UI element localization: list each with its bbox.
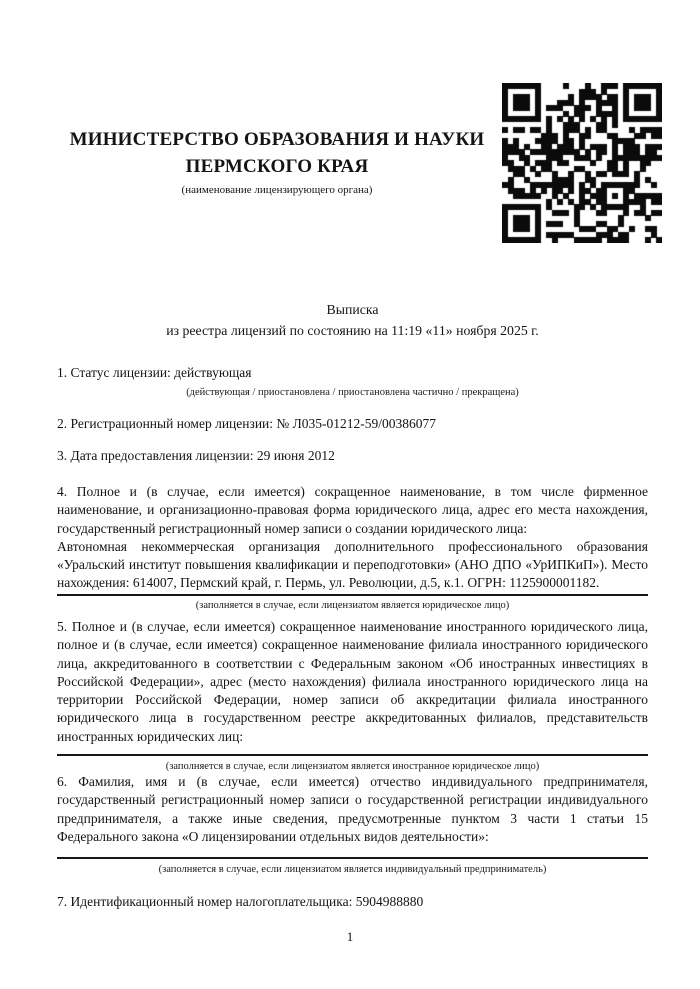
page-number: 1	[346, 929, 354, 944]
foreign-entity-label: 5. Полное и (в случае, если имеется) сокращенное наименование иностранного юридического лица, полное и (в случае, если имеется) сокращенное наименование филиала иностранного юридического лица, аккредитованного в соответствии с Федеральным законом «Об иностранных инвестициях в Российской Федерации», адрес (место нахождения) филиала иностранного юридического лица на территории Российской Федерации, номер записи об аккредитации филиала иностранного юридического лица в государственном реестре аккредитованных филиалов, представительств иностранных юридических лиц:	[57, 619, 648, 744]
ministry-name-line1: МИНИСТЕРСТВО ОБРАЗОВАНИЯ И НАУКИ	[69, 129, 485, 150]
section-legal-entity	[57, 483, 648, 612]
entrepreneur-fill-line	[57, 857, 648, 859]
entrepreneur-label: 6. Фамилия, имя и (в случае, если имеется) отчество индивидуального предпринимателя, государственный регистрационный номер записи о государственной регистрации индивидуального предпринимателя, а также иные сведения, предусмотренные пунктом 3 части 1 статьи 15 Федерального закона «О лицензировании отдельных видов деятельности»:	[57, 774, 648, 844]
entrepreneur-caption: (заполняется в случае, если лицензиатом является индивидуальный предприниматель)	[158, 864, 547, 876]
ministry-name-line2: ПЕРМСКОГО КРАЯ	[185, 156, 369, 177]
legal-entity-value: Автономная некоммерческая организация дополнительного профессионального образования «Уральский институт повышения квалификации и переподготовки» (АНО ДПО «УрИПКиП»). Место нахождения: 614007, Пермский край, г. Пермь, ул. Революции, д.5, к.1. ОГРН: 1125900001182.	[57, 538, 648, 591]
document-title-line1: Выписка	[326, 302, 379, 317]
ministry-caption: (наименование лицензирующего органа)	[181, 184, 373, 196]
qr-code-icon	[502, 83, 662, 243]
section-entrepreneur	[57, 773, 648, 876]
issuing-authority-header	[58, 126, 496, 197]
foreign-entity-fill-line	[57, 754, 648, 756]
legal-entity-fill-line	[57, 594, 648, 596]
item-grant-date: 3. Дата предоставления лицензии: 29 июня 2012	[57, 448, 335, 463]
item-registration-number: 2. Регистрационный номер лицензии: № Л035-01212-59/00386077	[57, 416, 437, 431]
foreign-entity-caption: (заполняется в случае, если лицензиатом является иностранное юридическое лицо)	[165, 761, 540, 773]
item-license-status: 1. Статус лицензии: действующая	[57, 365, 252, 380]
section-foreign-entity	[57, 618, 648, 773]
legal-entity-caption: (заполняется в случае, если лицензиатом является юридическое лицо)	[195, 599, 510, 611]
document-title-line2: из реестра лицензий по состоянию на 11:19 «11» ноября 2025 г.	[166, 322, 539, 338]
legal-entity-label: 4. Полное и (в случае, если имеется) сокращенное наименование, в том числе фирменное наименование, и организационно-правовая форма юридического лица, адрес его места нахождения, государственный регистрационный номер записи о создании юридического лица:	[57, 484, 648, 536]
item-taxpayer-inn: 7. Идентификационный номер налогоплательщика: 5904988880	[57, 894, 424, 909]
item-license-status-caption: (действующая / приостановлена / приостановлена частично / прекращена)	[186, 387, 519, 398]
document-title	[57, 300, 648, 341]
